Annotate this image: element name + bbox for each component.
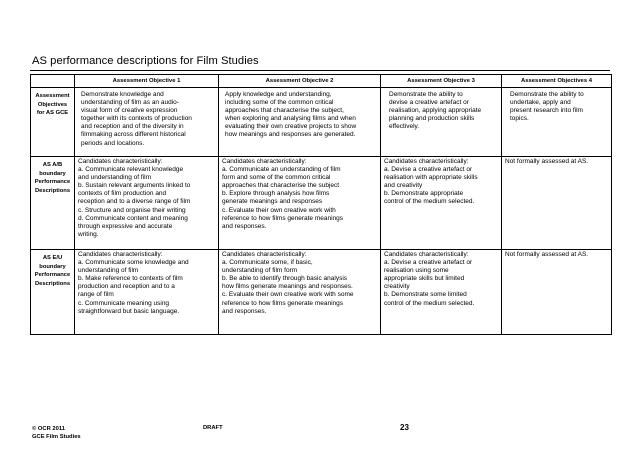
table-cell: Candidates characteristically: a. Communicate some knowledge and understanding of film b. Make reference to contexts of film production and reception and to a range of film c. Communicate meaning using straightforward but basic language. [75,250,219,335]
footer-copyright: © OCR 2011 GCE Film Studies [32,426,81,441]
row-header-eu-boundary: AS E/U boundary Performance Descriptions [31,250,75,335]
row-header-ab-boundary: AS A/B boundary Performance Descriptions [31,157,75,250]
table-cell: Candidates characteristically: a. Devise a creative artefact or realisation with appropriate skills and creativity b. Demonstrate appropriate control of the medium selected. [381,157,502,250]
page-title: AS performance descriptions for Film Studies [32,55,259,67]
table-cell: Not formally assessed at AS. [502,250,612,335]
table-cell: Demonstrate the ability to devise a creative artefact or realisation, applying appropriate planning and production skills effectively. [381,88,502,157]
table-cell: Demonstrate knowledge and understanding of film as an audio- visual form of creative expression together with its contexts of production and reception and of the diversity in filmmaking across different historical periods and locations. [75,88,219,157]
header-cell-ao3: Assessment Objective 3 [381,75,502,88]
table-cell: Demonstrate the ability to undertake, apply and present research into film topics. [502,88,612,157]
performance-table [30,74,612,335]
footer-draft-label: DRAFT [203,425,223,431]
header-cell-empty [31,75,75,88]
footer-page-number: 23 [400,423,409,432]
header-cell-ao2: Assessment Objective 2 [219,75,381,88]
table-header-row [31,75,612,88]
table-cell: Candidates characteristically: a. Communicate relevant knowledge and understanding of film b. Sustain relevant arguments linked to contexts of film production and reception and to a diverse range of film c. Structure and organise their writing d. Communicate content and meaning through expressive and accurate writing. [75,157,219,250]
header-cell-ao1: Assessment Objective 1 [75,75,219,88]
table-cell: Not formally assessed at AS. [502,157,612,250]
table-cell: Candidates characteristically: a. Communicate some, if basic, understanding of film form b. Be able to identify through basic analysis how films generate meanings and responses. c. Evaluate their own creative work with some reference to how films generate meanings and responses. [219,250,381,335]
table-cell: Candidates characteristically: a. Communicate an understanding of film form and some of the common critical approaches that characterise the subject b. Explore through analysis how films generate meanings and responses c. Evaluate their own creative work with reference to how films generate meanings and responses. [219,157,381,250]
table-row [31,250,612,335]
table-row [31,157,612,250]
table-cell: Candidates characteristically: a. Devise a creative artefact or realisation using some appropriate skills but limited creativity b. Demonstrate some limited control of the medium selected. [381,250,502,335]
row-header-objectives: Assessment Objectives for AS GCE [31,88,75,157]
table-cell: Apply knowledge and understanding, including some of the common critical approaches that characterise the subject, when exploring and analysing films and when evaluating their own creative projects to show how meanings and responses are generated. [219,88,381,157]
header-cell-ao4: Assessment Objectives 4 [502,75,612,88]
table-row [31,88,612,157]
title-rule [30,70,610,71]
